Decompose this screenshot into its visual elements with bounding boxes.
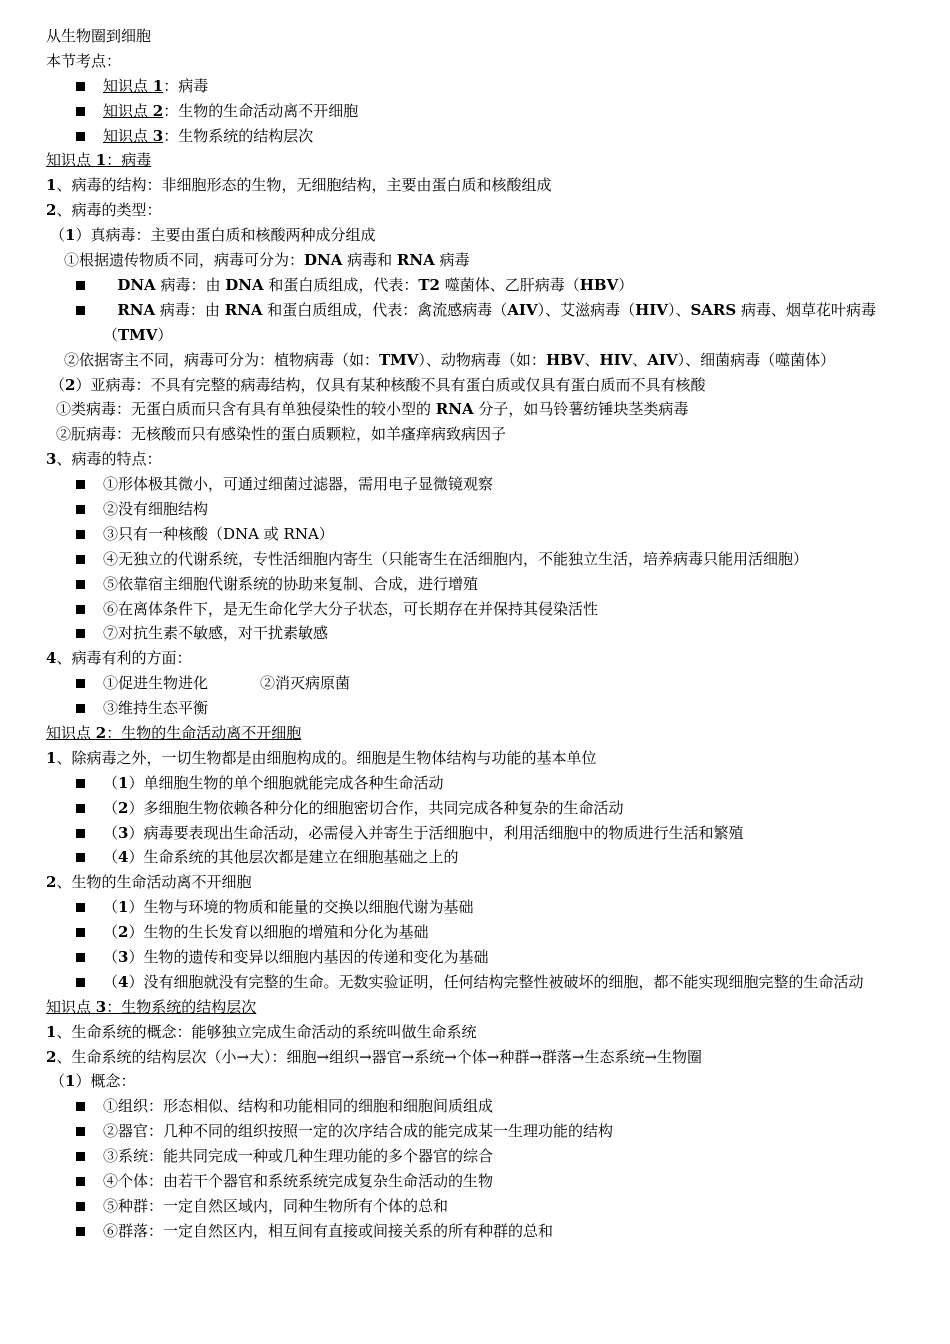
list-item: ⑤种群：一定自然区域内，同种生物所有个体的总和 [46, 1194, 916, 1219]
list-item: ②没有细胞结构 [46, 497, 916, 522]
document-page [46, 24, 916, 1244]
bullet-square-icon [76, 107, 85, 116]
bullet-square-icon [76, 555, 85, 564]
bullet-square-icon [76, 1102, 85, 1111]
list-item: （2）多细胞生物依赖各种分化的细胞密切合作，共同完成各种复杂的生命活动 [46, 796, 916, 821]
k1-subvirus: （2）亚病毒：不具有完整的病毒结构，仅具有某种核酸不具有蛋白质或仅具有蛋白质而不具有核酸 [50, 375, 706, 394]
list-item: ③只有一种核酸（DNA 或 RNA） [46, 522, 916, 547]
list-item: ④无独立的代谢系统，专性活细胞内寄生（只能寄生在活细胞内，不能独立生活，培养病毒只能用活细胞） [46, 547, 916, 572]
list-item: （4）没有细胞就没有完整的生命。无数实验证明，任何结构完整性被破坏的细胞，都不能实现细胞完整的生命活动 [46, 970, 916, 995]
bullet-square-icon [76, 1227, 85, 1236]
k3-para-1: 1、生命系统的概念：能够独立完成生命活动的系统叫做生命系统 [46, 1022, 477, 1041]
k1-true-virus: （1）真病毒：主要由蛋白质和核酸两种成分组成 [50, 226, 376, 245]
toc-item-3: 知识点 3：生物系统的结构层次 [46, 124, 916, 149]
list-item: （1）单细胞生物的单个细胞就能完成各种生命活动 [46, 771, 916, 796]
k2-heading: 知识点 2：生物的生命活动离不开细胞 [46, 723, 302, 742]
bullet-square-icon [76, 1127, 85, 1136]
k3-para-2: 2、生命系统的结构层次（小→大）：细胞→组织→器官→系统→个体→种群→群落→生态系统→生物圈 [46, 1047, 703, 1066]
bullet-square-icon [76, 82, 85, 91]
k2-para-1: 1、除病毒之外，一切生物都是由细胞构成的。细胞是生物体结构与功能的基本单位 [46, 748, 597, 767]
bullet-square-icon [76, 281, 85, 290]
bullet-square-icon [76, 853, 85, 862]
k1-viroid: ①类病毒：无蛋白质而只含有具有单独侵染性的较小型的 RNA 分子，如马铃薯纺锤块茎类病毒 [56, 400, 689, 419]
bullet-square-icon [76, 629, 85, 638]
bullet-square-icon [76, 679, 85, 688]
k1-rna-virus: RNA 病毒：由 RNA 和蛋白质组成，代表：禽流感病毒（AIV）、艾滋病毒（HIV）、SARS 病毒、烟草花叶病毒（TMV） [46, 298, 916, 348]
section-label: 本节考点： [46, 51, 122, 70]
bullet-square-icon [76, 928, 85, 937]
bullet-square-icon [76, 580, 85, 589]
list-item: ①形体极其微小，可通过细菌过滤器，需用电子显微镜观察 [46, 472, 916, 497]
bullet-square-icon [76, 804, 85, 813]
bullet-square-icon [76, 829, 85, 838]
k1-prion: ②朊病毒：无核酸而只有感染性的蛋白质颗粒，如羊瘙痒病致病因子 [56, 425, 507, 444]
k2-para-2: 2、生物的生命活动离不开细胞 [46, 873, 252, 892]
document-title: 从生物圈到细胞 [46, 27, 152, 45]
toc-item-1: 知识点 1：病毒 [46, 74, 916, 99]
list-item: ①促进生物进化 ②消灭病原菌 [46, 671, 916, 696]
k1-classify-host: ②依据寄主不同，病毒可分为：植物病毒（如：TMV）、动物病毒（如：HBV、HIV、AIV）、细菌病毒（噬菌体） [64, 350, 836, 369]
list-item: ③维持生态平衡 [46, 696, 916, 721]
bullet-square-icon [76, 704, 85, 713]
k1-structure: 1、病毒的结构：非细胞形态的生物，无细胞结构，主要由蛋白质和核酸组成 [46, 176, 552, 195]
k1-dna-virus: DNA 病毒：由 DNA 和蛋白质组成，代表：T2 噬菌体、乙肝病毒（HBV） [46, 273, 916, 298]
bullet-square-icon [76, 978, 85, 987]
list-item: ④个体：由若干个器官和系统系统完成复杂生命活动的生物 [46, 1169, 916, 1194]
list-item: ⑥群落：一定自然区内，相互间有直接或间接关系的所有种群的总和 [46, 1219, 916, 1244]
k1-heading: 知识点 1：病毒 [46, 151, 152, 170]
k1-benefits-title: 4、病毒有利的方面： [46, 649, 192, 668]
list-item: （2）生物的生长发育以细胞的增殖和分化为基础 [46, 920, 916, 945]
k3-heading: 知识点 3：生物系统的结构层次 [46, 997, 257, 1016]
k1-classify-genetic: ①根据遗传物质不同，病毒可分为：DNA 病毒和 RNA 病毒 [64, 251, 470, 270]
list-item: ②器官：几种不同的组织按照一定的次序结合成的能完成某一生理功能的结构 [46, 1119, 916, 1144]
bullet-square-icon [76, 779, 85, 788]
toc-item-2: 知识点 2：生物的生命活动离不开细胞 [46, 99, 916, 124]
bullet-square-icon [76, 1202, 85, 1211]
bullet-square-icon [76, 480, 85, 489]
bullet-square-icon [76, 1177, 85, 1186]
bullet-square-icon [76, 530, 85, 539]
list-item: （3）病毒要表现出生命活动，必需侵入并寄生于活细胞中，利用活细胞中的物质进行生活和繁殖 [46, 821, 916, 846]
list-item: ⑦对抗生素不敏感，对干扰素敏感 [46, 621, 916, 646]
list-item: （4）生命系统的其他层次都是建立在细胞基础之上的 [46, 845, 916, 870]
bullet-square-icon [76, 605, 85, 614]
list-item: ⑥在离体条件下，是无生命化学大分子状态，可长期存在并保持其侵染活性 [46, 597, 916, 622]
list-item: ①组织：形态相似、结构和功能相同的细胞和细胞间质组成 [46, 1094, 916, 1119]
k1-types: 2、病毒的类型： [46, 201, 162, 220]
k3-concepts-title: （1）概念： [50, 1072, 136, 1091]
k1-features-title: 3、病毒的特点： [46, 450, 162, 469]
list-item: ⑤依靠宿主细胞代谢系统的协助来复制、合成，进行增殖 [46, 572, 916, 597]
bullet-square-icon [76, 903, 85, 912]
bullet-square-icon [76, 953, 85, 962]
list-item: ③系统：能共同完成一种或几种生理功能的多个器官的综合 [46, 1144, 916, 1169]
bullet-square-icon [76, 306, 85, 315]
bullet-square-icon [76, 132, 85, 141]
list-item: （3）生物的遗传和变异以细胞内基因的传递和变化为基础 [46, 945, 916, 970]
bullet-square-icon [76, 505, 85, 514]
bullet-square-icon [76, 1152, 85, 1161]
list-item: （1）生物与环境的物质和能量的交换以细胞代谢为基础 [46, 895, 916, 920]
